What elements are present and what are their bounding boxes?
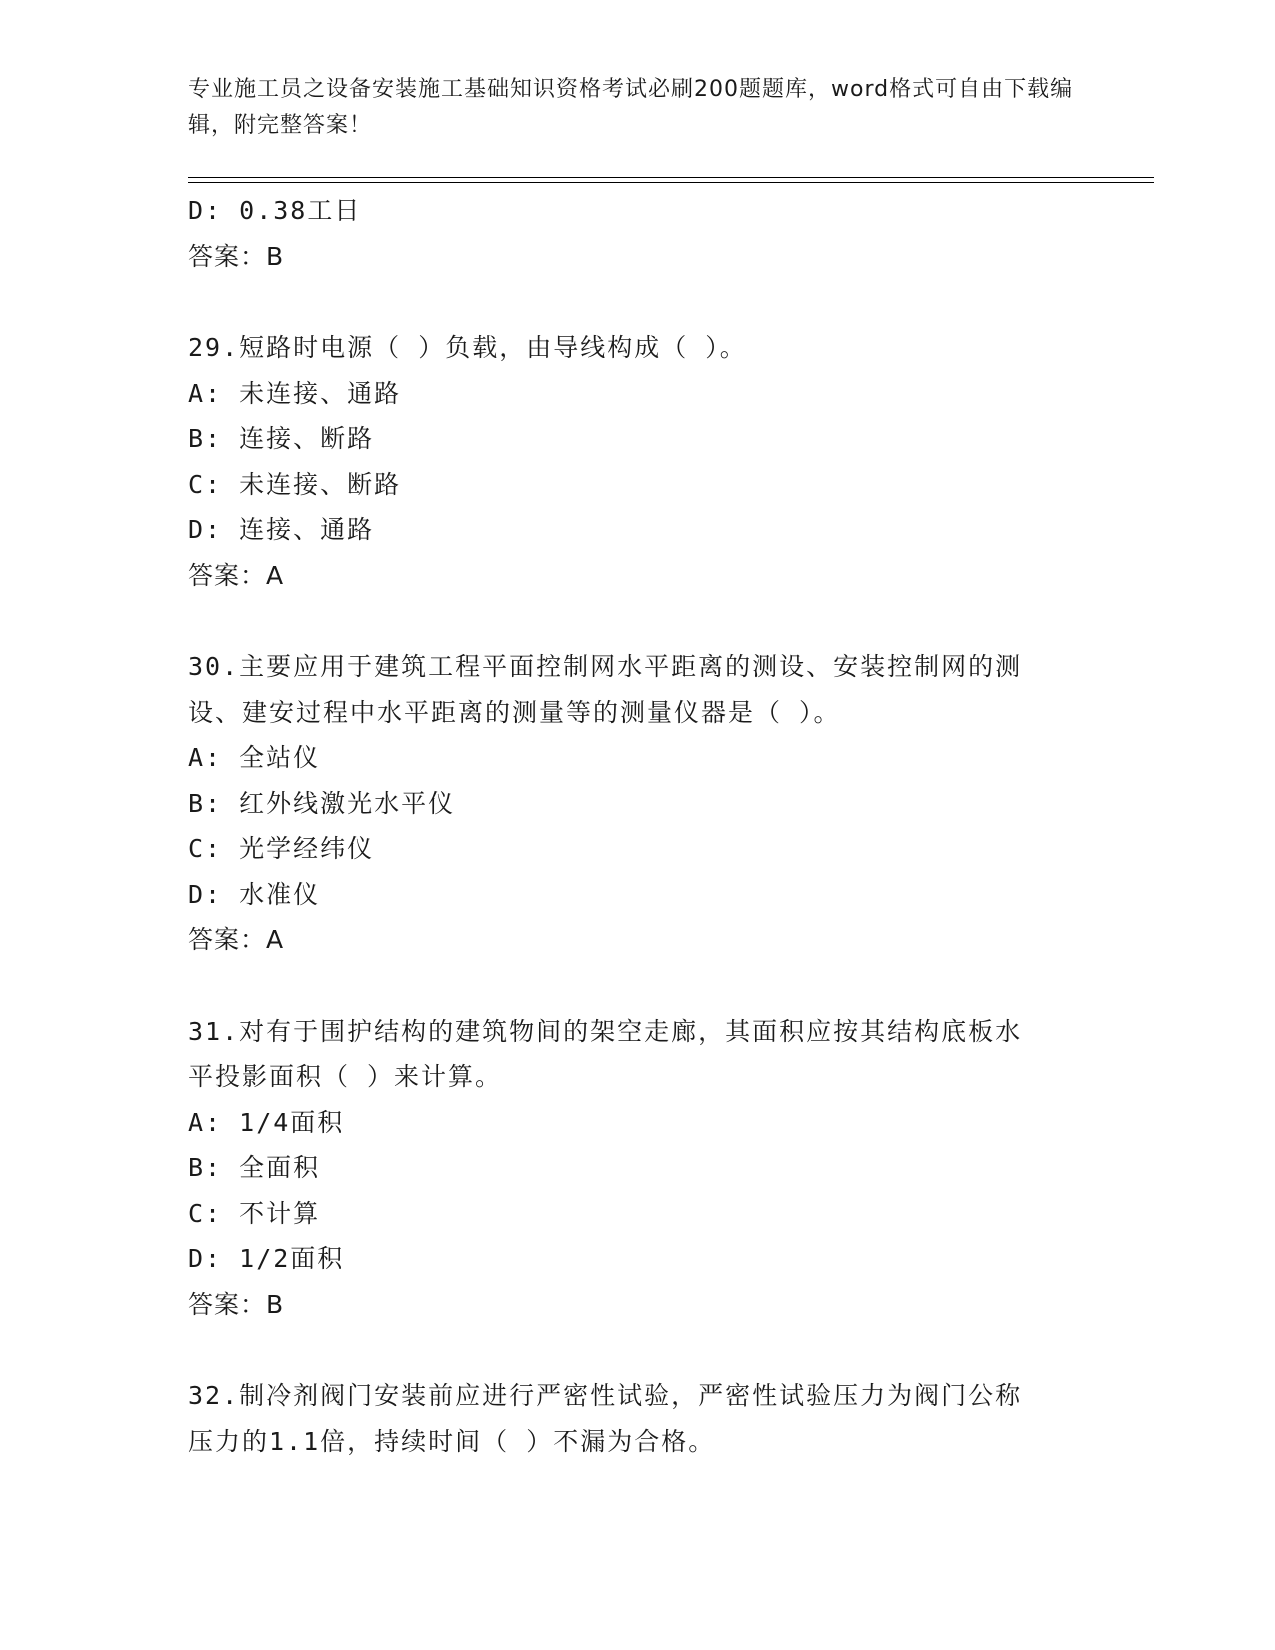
option-d: D: 1/2面积 (188, 1244, 345, 1273)
question-content (188, 188, 1088, 1464)
spacer (188, 1327, 1088, 1373)
option-c: C: 不计算 (188, 1198, 321, 1228)
spacer (188, 279, 1088, 325)
answer-label: 答案：B (188, 241, 285, 271)
question-stem-continued: 平投影面积（ ）来计算。 (188, 1062, 503, 1091)
document-header: 专业施工员之设备安装施工基础知识资格考试必刷200题题库，word格式可自由下载编辑，附完整答案！ (188, 77, 1074, 138)
question-stem-continued: 压力的1.1倍，持续时间（ ）不漏为合格。 (188, 1426, 716, 1456)
option-a: A: 1/4面积 (188, 1107, 345, 1137)
question-stem: 30.主要应用于建筑工程平面控制网水平距离的测设、安装控制网的测 (188, 652, 1023, 681)
option-a: A: 未连接、通路 (188, 378, 402, 408)
option-d: D: 连接、通路 (188, 515, 375, 544)
answer-label: 答案：A (188, 560, 285, 590)
question-stem-continued: 设、建安过程中水平距离的测量等的测量仪器是（ ）。 (188, 697, 841, 727)
spacer (188, 598, 1088, 644)
header-divider-top (188, 177, 1154, 178)
option-b: B: 红外线激光水平仪 (188, 788, 456, 818)
option-d: D: 0.38工日 (188, 196, 362, 225)
option-c: C: 光学经纬仪 (188, 834, 375, 863)
option-d: D: 水准仪 (188, 879, 321, 909)
option-c: C: 未连接、断路 (188, 469, 402, 499)
question-stem: 31.对有于围护结构的建筑物间的架空走廊，其面积应按其结构底板水 (188, 1016, 1023, 1046)
option-b: B: 全面积 (188, 1153, 321, 1182)
answer-label: 答案：B (188, 1289, 285, 1319)
question-stem: 32.制冷剂阀门安装前应进行严密性试验，严密性试验压力为阀门公称 (188, 1381, 1023, 1410)
question-stem: 29.短路时电源（ ）负载，由导线构成（ ）。 (188, 333, 747, 362)
option-a: A: 全站仪 (188, 743, 321, 772)
header-divider-bottom (188, 182, 1154, 183)
spacer (188, 963, 1088, 1009)
option-b: B: 连接、断路 (188, 424, 375, 453)
answer-label: 答案：A (188, 925, 285, 954)
